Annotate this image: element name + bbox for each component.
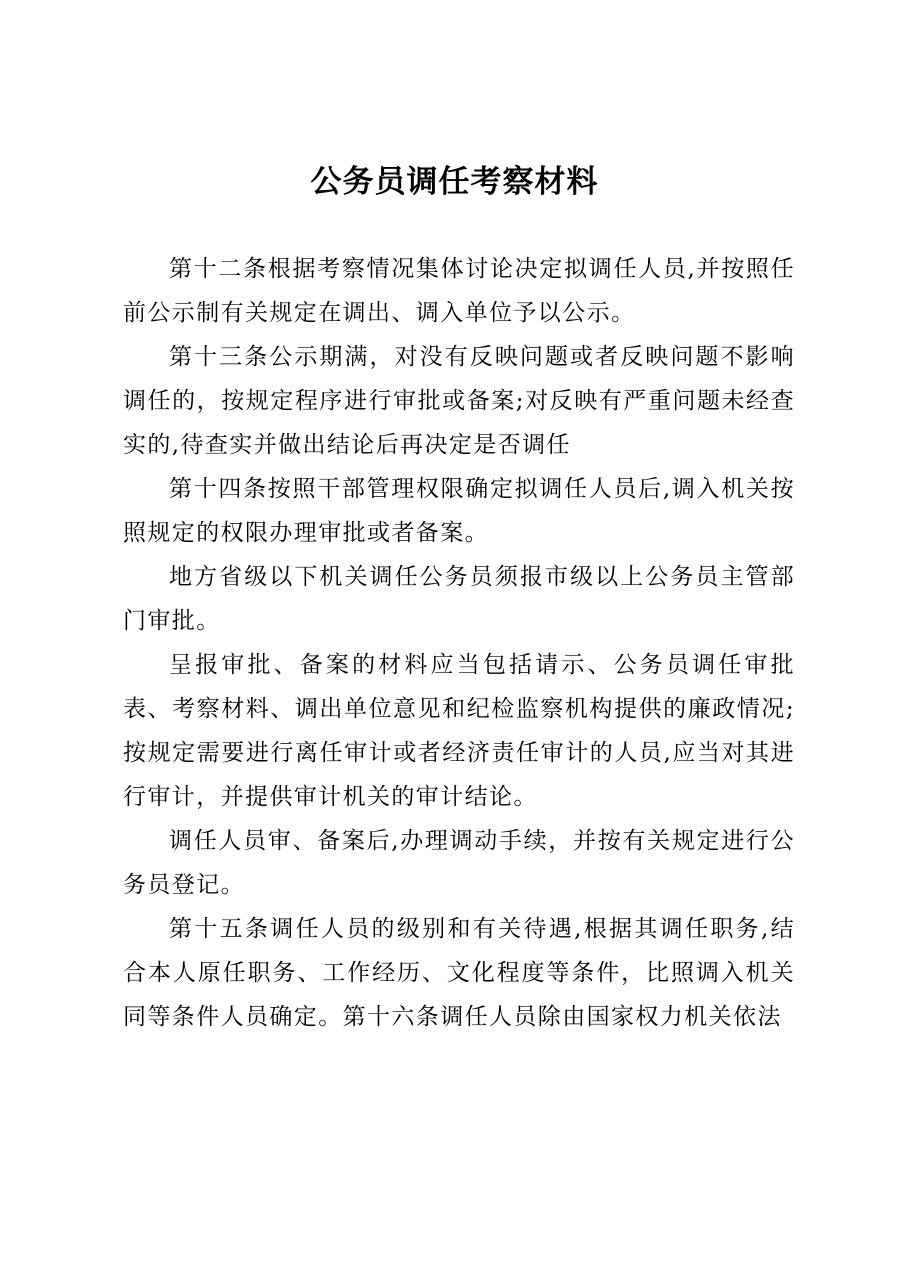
- document-body: [123, 247, 795, 1039]
- paragraph-transfer-procedures: 调任人员审、备案后,办理调动手续，并按有关规定进行公务员登记。: [123, 828, 795, 898]
- paragraph-article-14: 第十四条按照干部管理权限确定拟调任人员后,调入机关按照规定的权限办理审批或者备案。: [123, 476, 795, 546]
- paragraph-article-15-16: 第十五条调任人员的级别和有关待遇,根据其调任职务,结合本人原任职务、工作经历、文化程度等条件，比照调入机关同等条件人员确定。第十六条调任人员除由国家权力机关依法: [123, 916, 795, 1030]
- paragraph-local-approval: 地方省级以下机关调任公务员须报市级以上公务员主管部门审批。: [123, 564, 795, 634]
- paragraph-submission-materials: 呈报审批、备案的材料应当包括请示、公务员调任审批表、考察材料、调出单位意见和纪检监察机构提供的廉政情况;按规定需要进行离任审计或者经济责任审计的人员,应当对其进行审计，并提供审计机关的审计结论。: [123, 652, 795, 810]
- paragraph-article-12: 第十二条根据考察情况集体讨论决定拟调任人员,并按照任前公示制有关规定在调出、调入单位予以公示。: [123, 256, 795, 326]
- document-title: 公务员调任考察材料: [310, 164, 599, 200]
- paragraph-article-13: 第十三条公示期满，对没有反映问题或者反映问题不影响调任的，按规定程序进行审批或备案;对反映有严重问题未经查实的,待查实并做出结论后再决定是否调任: [123, 344, 795, 458]
